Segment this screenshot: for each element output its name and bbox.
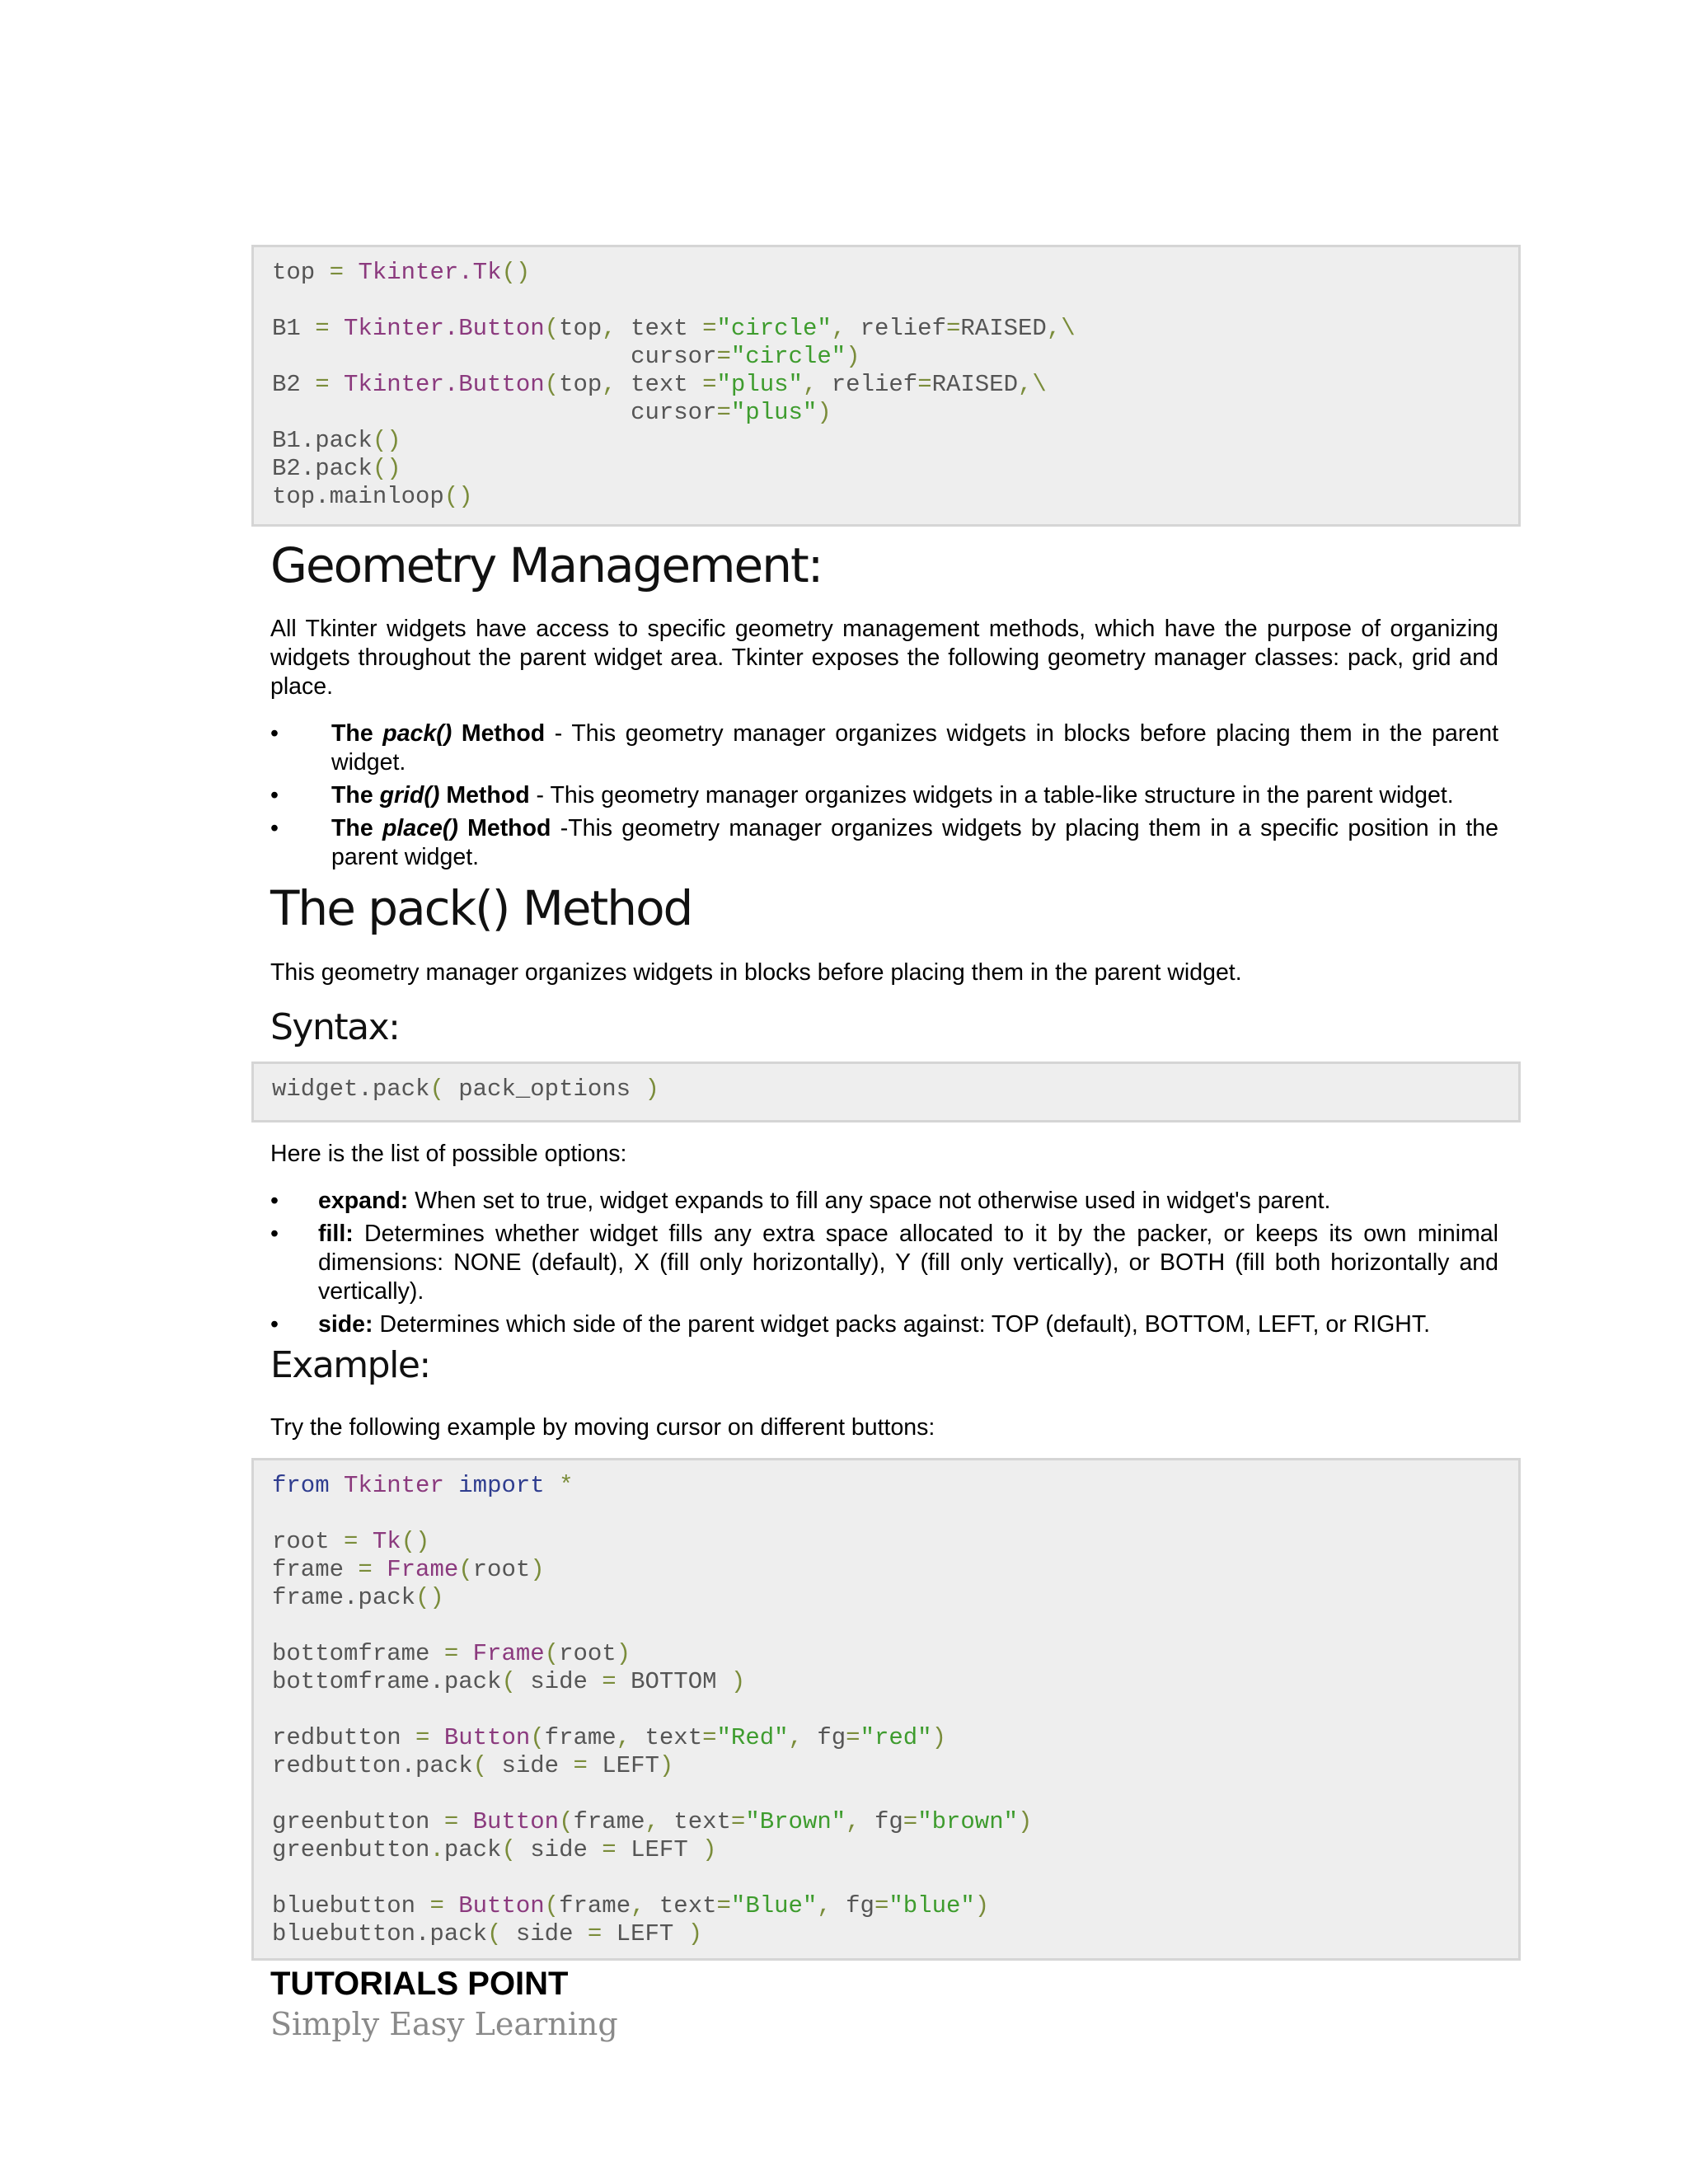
code-token: "plus" <box>730 399 818 426</box>
code-token: = <box>602 1668 617 1695</box>
code-token: side <box>515 1668 603 1695</box>
code-token: Tkinter.Tk <box>358 259 502 286</box>
code-token: () <box>443 483 473 510</box>
example-intro-paragraph: Try the following example by moving cursor on different buttons: <box>270 1414 935 1441</box>
code-token: = <box>702 371 717 398</box>
code-token: bluebutton <box>272 1892 430 1919</box>
bullet-dot: • <box>270 1221 279 1247</box>
method-name <box>331 782 530 808</box>
code-token: , <box>788 1724 803 1751</box>
code-token: "circle" <box>716 315 832 342</box>
list-item <box>270 1310 1498 1339</box>
method-suffix: Method <box>439 782 530 808</box>
code-line <box>272 1836 1500 1864</box>
code-token: = <box>874 1892 889 1919</box>
code-token: "plus" <box>716 371 803 398</box>
code-token: greenbutton <box>272 1808 444 1835</box>
code-line <box>272 1864 1500 1892</box>
code-token: ) <box>702 1836 717 1863</box>
code-token: B1.pack <box>272 427 373 454</box>
code-token: side <box>487 1752 574 1779</box>
code-line <box>272 1556 1500 1584</box>
code-token: redbutton.pack <box>272 1752 473 1779</box>
code-token: Frame <box>387 1556 459 1583</box>
code-token: top <box>559 315 603 342</box>
bullet-dot: • <box>270 1188 279 1214</box>
code-token: LEFT <box>616 1836 703 1863</box>
code-token: RAISED <box>931 371 1019 398</box>
footer-tagline: Simply Easy Learning <box>270 2006 618 2042</box>
code-line <box>272 1612 1500 1640</box>
code-token: , <box>616 1724 631 1751</box>
code-token: = <box>602 1836 617 1863</box>
code-token: ) <box>730 1668 746 1695</box>
pack-intro-paragraph: This geometry manager organizes widgets in blocks before placing them in the parent widget. <box>270 959 1242 986</box>
list-item <box>270 719 1498 777</box>
code-token: , <box>631 1892 645 1919</box>
code-token: Button <box>443 1724 531 1751</box>
method-suffix: Method <box>452 720 546 747</box>
code-token: = <box>702 315 717 342</box>
heading-syntax: Syntax: <box>270 1006 400 1048</box>
code-token: side <box>501 1920 588 1947</box>
code-token: Tkinter.Button <box>344 371 545 398</box>
code-token: ( <box>472 1752 488 1779</box>
code-token: ( <box>544 371 560 398</box>
code-token: () <box>415 1584 444 1611</box>
list-item <box>270 1220 1498 1306</box>
code-line <box>272 287 1500 315</box>
code-token: = <box>846 1724 860 1751</box>
code-line <box>272 399 1500 427</box>
code-token: "red" <box>860 1724 932 1751</box>
code-token: cursor <box>272 343 717 370</box>
code-token: = <box>429 1892 444 1919</box>
code-token: fg <box>860 1808 903 1835</box>
code-block-tkinter-cursor <box>251 245 1521 527</box>
code-token: , <box>846 1808 860 1835</box>
code-token: root <box>559 1640 617 1667</box>
option-description: Determines whether widget fills any extra space allocated to it by the packer, or keeps its own minimal dimensions: NONE (default), X (fill only horizontally), Y (fill only vertically), or BOTH (fill both horizontally and vertically). <box>318 1221 1498 1305</box>
method-call: pack() <box>382 720 452 747</box>
code-token: ,\ <box>1046 315 1076 342</box>
code-token: B1 <box>272 315 316 342</box>
code-token: greenbutton <box>272 1836 430 1863</box>
code-token: Tkinter <box>344 1472 444 1499</box>
code-token: . <box>429 1836 444 1863</box>
code-token <box>373 1556 387 1583</box>
code-token: side <box>515 1836 603 1863</box>
code-token: LEFT <box>602 1920 688 1947</box>
method-description: - This geometry manager organizes widgets in a table-like structure in the parent widget. <box>529 782 1454 808</box>
code-token: ( <box>501 1668 516 1695</box>
code-token: ) <box>645 1076 659 1103</box>
code-token: frame.pack <box>272 1584 416 1611</box>
code-line <box>272 455 1500 483</box>
list-item <box>270 781 1498 810</box>
method-name <box>331 720 545 747</box>
code-token: ,\ <box>1018 371 1047 398</box>
code-token: top <box>559 371 603 398</box>
heading-geometry-management: Geometry Management: <box>270 537 823 593</box>
bullet-dot: • <box>270 1311 279 1338</box>
code-token: ) <box>974 1892 990 1919</box>
code-token: ( <box>501 1836 516 1863</box>
method-name <box>331 815 551 841</box>
option-term: side: <box>318 1311 373 1338</box>
code-token <box>330 315 344 342</box>
code-token: ) <box>530 1556 545 1583</box>
code-line <box>272 371 1500 399</box>
code-token: bottomframe.pack <box>272 1668 502 1695</box>
code-token: = <box>716 343 731 370</box>
method-prefix: The <box>331 782 380 808</box>
code-token <box>344 259 358 286</box>
options-intro-paragraph: Here is the list of possible options: <box>270 1141 627 1167</box>
code-token: , <box>817 1892 832 1919</box>
code-token: () <box>372 455 401 482</box>
code-token: "Blue" <box>730 1892 818 1919</box>
code-token: import <box>458 1472 545 1499</box>
code-block-syntax <box>251 1062 1521 1122</box>
code-token: , <box>802 371 818 398</box>
code-token: Tkinter.Button <box>344 315 545 342</box>
code-token: = <box>716 399 731 426</box>
option-term: expand: <box>318 1188 409 1214</box>
code-line <box>272 1892 1500 1920</box>
code-token <box>330 1472 344 1499</box>
code-line <box>272 1472 1500 1500</box>
code-token <box>545 1472 559 1499</box>
geometry-intro-paragraph: All Tkinter widgets have access to specific geometry management methods, which have the purpose of organizing widgets throughout the parent widget area. Tkinter exposes the following geometry manager classes: pack, grid and place. <box>270 616 1498 700</box>
code-token: frame <box>573 1808 645 1835</box>
code-token: ( <box>429 1076 444 1103</box>
code-token: , <box>645 1808 659 1835</box>
code-token: frame <box>272 1556 359 1583</box>
code-token: = <box>587 1920 603 1947</box>
code-token: pack_options <box>443 1076 645 1103</box>
code-line <box>272 1640 1500 1668</box>
code-token: "Brown" <box>745 1808 846 1835</box>
code-line <box>272 1752 1500 1780</box>
code-token: ( <box>487 1920 502 1947</box>
code-token: from <box>272 1472 330 1499</box>
code-token <box>444 1892 458 1919</box>
code-token: B2 <box>272 371 316 398</box>
code-line <box>272 1528 1500 1556</box>
code-token <box>458 1640 472 1667</box>
code-token: "Red" <box>716 1724 789 1751</box>
code-token: fg <box>802 1724 846 1751</box>
code-token: cursor <box>272 399 717 426</box>
method-suffix: Method <box>457 815 551 841</box>
code-token: ) <box>687 1920 703 1947</box>
code-token: ) <box>1018 1808 1033 1835</box>
code-line <box>272 1076 1500 1104</box>
code-line <box>272 343 1500 371</box>
code-token: = <box>443 1640 459 1667</box>
code-token: = <box>702 1724 717 1751</box>
method-prefix: The <box>331 720 383 747</box>
geometry-methods-list <box>270 719 1498 876</box>
code-token: text <box>631 1724 703 1751</box>
option-description: When set to true, widget expands to fill any space not otherwise used in widget's parent. <box>408 1188 1331 1214</box>
code-token: "blue" <box>889 1892 975 1919</box>
code-token <box>458 1808 472 1835</box>
code-token: "circle" <box>730 343 846 370</box>
code-token: = <box>415 1724 430 1751</box>
code-line <box>272 1780 1500 1808</box>
code-token: top <box>272 259 330 286</box>
code-line <box>272 259 1500 287</box>
code-line <box>272 483 1500 511</box>
code-token: = <box>716 1892 731 1919</box>
code-token: , <box>831 315 846 342</box>
code-token: , <box>602 371 617 398</box>
code-token: frame <box>559 1892 631 1919</box>
footer-brand: TUTORIALS POINT <box>270 1966 569 2002</box>
code-token: ( <box>559 1808 574 1835</box>
code-line <box>272 1668 1500 1696</box>
code-token: = <box>917 371 932 398</box>
code-token: redbutton <box>272 1724 416 1751</box>
code-token: ( <box>544 315 560 342</box>
code-token: BOTTOM <box>616 1668 731 1695</box>
code-token: Tk <box>372 1528 401 1555</box>
code-token: = <box>573 1752 588 1779</box>
code-token: = <box>946 315 961 342</box>
list-item <box>270 1187 1498 1216</box>
method-description: - This geometry manager organizes widgets in blocks before placing them in the parent widget. <box>331 720 1498 776</box>
code-token: root <box>472 1556 531 1583</box>
code-line <box>272 427 1500 455</box>
code-line <box>272 1500 1500 1528</box>
heading-example: Example: <box>270 1344 430 1386</box>
code-token: () <box>401 1528 430 1555</box>
code-token: ) <box>817 399 832 426</box>
code-token: text <box>659 1808 731 1835</box>
code-token <box>330 371 344 398</box>
code-token: relief <box>817 371 918 398</box>
code-line <box>272 1808 1500 1836</box>
code-token: ( <box>544 1640 560 1667</box>
code-token: widget.pack <box>272 1076 430 1103</box>
code-line <box>272 1696 1500 1724</box>
code-token: LEFT <box>587 1752 659 1779</box>
code-token: () <box>501 259 531 286</box>
code-token: bottomframe <box>272 1640 444 1667</box>
code-token: text <box>645 1892 717 1919</box>
pack-options-list <box>270 1187 1498 1343</box>
bullet-dot: • <box>270 720 279 747</box>
method-call: grid() <box>379 782 440 808</box>
code-token: Button <box>458 1892 545 1919</box>
code-token: = <box>443 1808 459 1835</box>
code-token: text <box>616 315 703 342</box>
method-description: -This geometry manager organizes widgets by placing them in a specific position in the parent widget. <box>331 815 1498 870</box>
code-token: fg <box>831 1892 874 1919</box>
code-token: Button <box>472 1808 560 1835</box>
code-token: top.mainloop <box>272 483 444 510</box>
code-token: = <box>358 1556 373 1583</box>
code-token: = <box>730 1808 746 1835</box>
code-line <box>272 1584 1500 1612</box>
code-token: frame <box>544 1724 617 1751</box>
code-token: ( <box>458 1556 473 1583</box>
code-token: Frame <box>472 1640 545 1667</box>
code-token: ) <box>616 1640 631 1667</box>
list-item <box>270 814 1498 872</box>
code-token: text <box>616 371 703 398</box>
code-token: = <box>903 1808 918 1835</box>
code-token: ) <box>931 1724 946 1751</box>
code-token: ) <box>846 343 860 370</box>
code-token <box>429 1724 443 1751</box>
code-token: ( <box>530 1724 545 1751</box>
code-token: bluebutton.pack <box>272 1920 488 1947</box>
heading-pack-method: The pack() Method <box>270 880 692 936</box>
code-token: , <box>602 315 617 342</box>
option-term: fill: <box>318 1221 354 1247</box>
code-token: = <box>315 315 330 342</box>
code-line <box>272 1920 1500 1948</box>
code-token: "brown" <box>917 1808 1019 1835</box>
code-token: RAISED <box>960 315 1047 342</box>
code-token: ) <box>659 1752 674 1779</box>
code-token: = <box>315 371 330 398</box>
code-token: root <box>272 1528 345 1555</box>
code-line <box>272 1724 1500 1752</box>
code-token: = <box>344 1528 359 1555</box>
code-token <box>358 1528 372 1555</box>
method-call: place() <box>382 815 458 841</box>
bullet-dot: • <box>270 782 279 808</box>
code-token: pack <box>443 1836 502 1863</box>
option-description: Determines which side of the parent widget packs against: TOP (default), BOTTOM, LEFT, or RIGHT. <box>373 1311 1431 1338</box>
code-token <box>444 1472 458 1499</box>
bullet-dot: • <box>270 815 279 841</box>
method-prefix: The <box>331 815 382 841</box>
code-token: ( <box>544 1892 560 1919</box>
code-block-pack-example <box>251 1458 1521 1961</box>
code-token: = <box>329 259 345 286</box>
code-token: relief <box>846 315 946 342</box>
code-token: * <box>559 1472 574 1499</box>
code-token: B2.pack <box>272 455 373 482</box>
code-line <box>272 315 1500 343</box>
code-token: () <box>372 427 401 454</box>
